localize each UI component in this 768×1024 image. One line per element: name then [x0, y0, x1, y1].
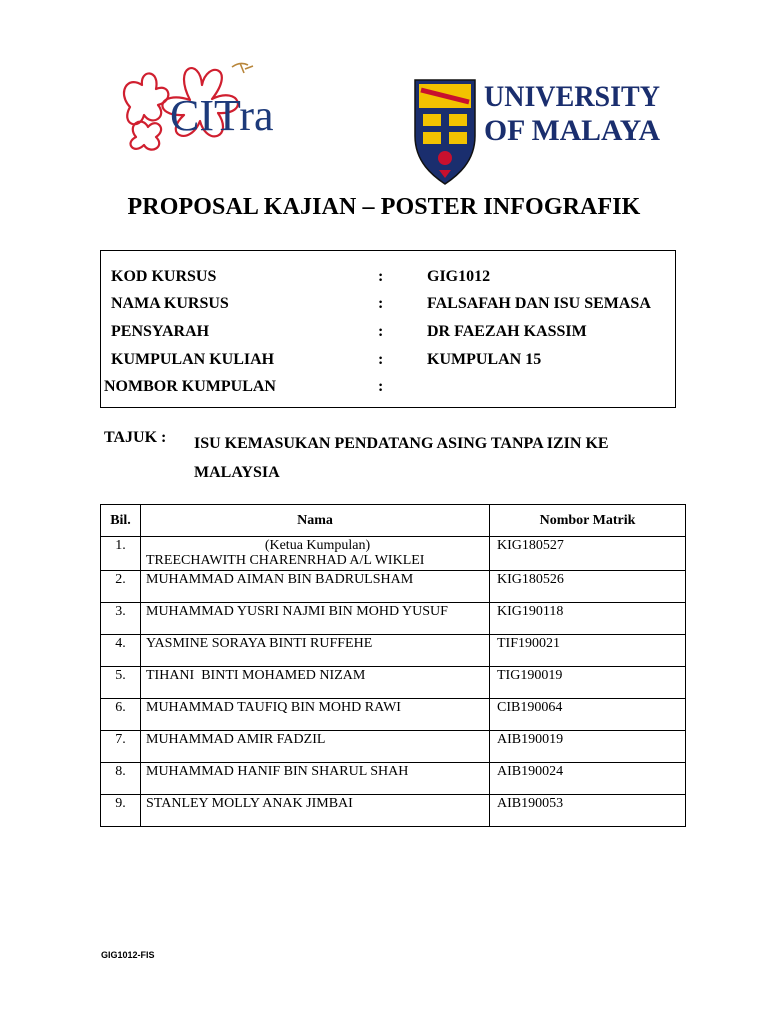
- course-info-box: [100, 250, 676, 408]
- university-logo-line2: OF MALAYA: [484, 114, 661, 144]
- info-label: NAMA KURSUS: [111, 295, 229, 312]
- row-bil: 4.: [101, 635, 141, 667]
- row-bil: 9.: [101, 795, 141, 827]
- row-bil: 1.: [101, 537, 141, 571]
- row-matrik: TIG190019: [490, 667, 686, 699]
- row-matrik: KIG190118: [490, 603, 686, 635]
- row-matrik: AIB190019: [490, 731, 686, 763]
- table-row: [101, 571, 686, 603]
- info-value: GIG1012: [427, 268, 491, 285]
- table-row: [101, 603, 686, 635]
- row-bil: 3.: [101, 603, 141, 635]
- table-row: [101, 731, 686, 763]
- row-nama-text: TREECHAWITH CHARENRHAD A/L WIKLEI: [146, 553, 425, 568]
- info-colon: :: [378, 378, 384, 395]
- row-nama: MUHAMMAD AIMAN BIN BADRULSHAM: [141, 571, 490, 603]
- university-of-malaya-logo: [484, 78, 664, 144]
- tajuk-label: TAJUK :: [104, 429, 167, 446]
- info-row-pensyarah: [101, 323, 677, 347]
- row-nama: [141, 537, 490, 571]
- table-row: [101, 795, 686, 827]
- row-nama: MUHAMMAD TAUFIQ BIN MOHD RAWI: [141, 699, 490, 731]
- table-row: [101, 635, 686, 667]
- row-matrik: KIG180526: [490, 571, 686, 603]
- info-label: NOMBOR KUMPULAN: [104, 378, 276, 395]
- row-nama: MUHAMMAD HANIF BIN SHARUL SHAH: [141, 763, 490, 795]
- document-title: PROPOSAL KAJIAN – POSTER INFOGRAFIK: [127, 194, 641, 220]
- info-label: PENSYARAH: [111, 323, 210, 340]
- info-label: KUMPULAN KULIAH: [111, 351, 275, 368]
- page-footer: GIG1012-FIS: [101, 950, 155, 960]
- university-logo-line1: UNIVERSITY: [484, 80, 661, 113]
- row-bil: 7.: [101, 731, 141, 763]
- table-row: [101, 667, 686, 699]
- column-header-nombor-matrik: Nombor Matrik: [490, 505, 686, 537]
- info-value: DR FAEZAH KASSIM: [427, 323, 587, 340]
- info-row-kumpulan-kuliah: [101, 351, 677, 375]
- column-header-nama: Nama: [141, 505, 490, 537]
- table-row: [101, 537, 686, 571]
- row-bil: 2.: [101, 571, 141, 603]
- university-crest-icon: [413, 78, 477, 186]
- table-row: [101, 763, 686, 795]
- info-row-kod-kursus: [101, 268, 677, 292]
- info-row-nombor-kumpulan: [101, 378, 677, 402]
- tajuk-title: [194, 429, 664, 487]
- info-row-nama-kursus: [101, 295, 677, 319]
- tajuk-line-1: ISU KEMASUKAN PENDATANG ASING TANPA IZIN KE: [194, 435, 609, 452]
- tajuk-line-2: MALAYSIA: [194, 464, 280, 481]
- row-bil: 6.: [101, 699, 141, 731]
- row-nama: YASMINE SORAYA BINTI RUFFEHE: [141, 635, 490, 667]
- members-table: [100, 504, 686, 827]
- row-nama: TIHANI BINTI MOHAMED NIZAM: [141, 667, 490, 699]
- row-bil: 5.: [101, 667, 141, 699]
- info-colon: :: [378, 295, 384, 312]
- citra-logo-text: CITra: [170, 91, 274, 140]
- row-matrik: AIB190053: [490, 795, 686, 827]
- info-colon: :: [378, 323, 384, 340]
- row-nama: MUHAMMAD YUSRI NAJMI BIN MOHD YUSUF: [141, 603, 490, 635]
- citra-logo: [112, 55, 327, 155]
- row-matrik: KIG180527: [490, 537, 686, 571]
- row-nama: MUHAMMAD AMIR FADZIL: [141, 731, 490, 763]
- row-matrik: CIB190064: [490, 699, 686, 731]
- leader-note: (Ketua Kumpulan): [264, 538, 371, 553]
- row-nama: STANLEY MOLLY ANAK JIMBAI: [141, 795, 490, 827]
- table-row: [101, 699, 686, 731]
- info-value: KUMPULAN 15: [427, 351, 542, 368]
- info-colon: :: [378, 268, 384, 285]
- table-header-row: [101, 505, 686, 537]
- info-value: FALSAFAH DAN ISU SEMASA: [427, 295, 651, 312]
- column-header-bil: Bil.: [101, 505, 141, 537]
- row-bil: 8.: [101, 763, 141, 795]
- header-logos: [0, 0, 768, 190]
- row-matrik: AIB190024: [490, 763, 686, 795]
- info-colon: :: [378, 351, 384, 368]
- info-label: KOD KURSUS: [111, 268, 217, 285]
- row-matrik: TIF190021: [490, 635, 686, 667]
